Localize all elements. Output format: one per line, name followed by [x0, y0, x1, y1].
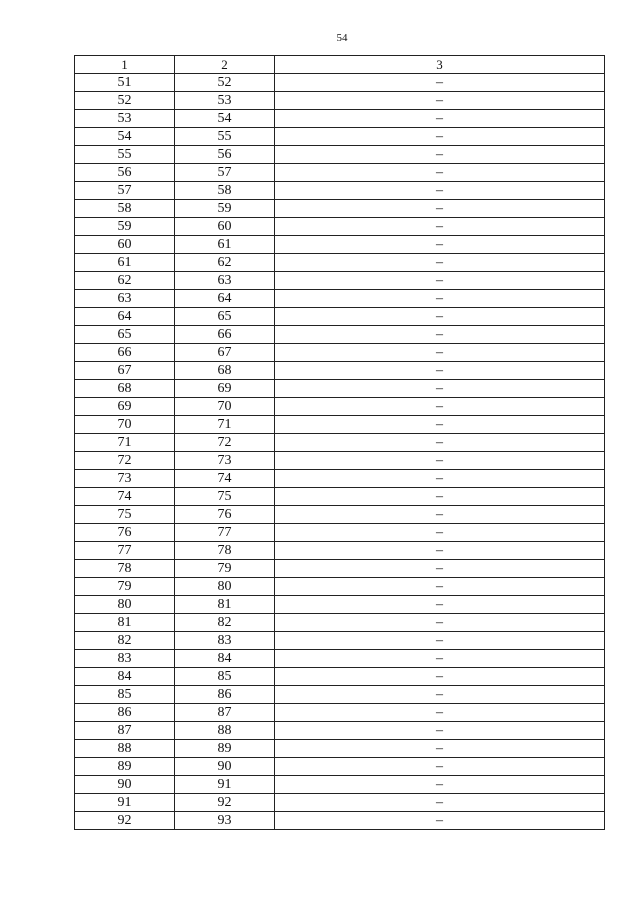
- table-cell-col-3: –: [275, 578, 605, 596]
- table-cell-col-2: 79: [175, 560, 275, 578]
- table-cell-col-3: –: [275, 182, 605, 200]
- table-cell-col-3: –: [275, 650, 605, 668]
- table-cell-col-1: 87: [75, 722, 175, 740]
- table-cell-col-1: 90: [75, 776, 175, 794]
- table-row: [75, 650, 605, 668]
- table-cell-col-3: –: [275, 74, 605, 92]
- table-row: [75, 632, 605, 650]
- table-cell-col-1: 57: [75, 182, 175, 200]
- table-row: [75, 506, 605, 524]
- table-cell-col-1: 51: [75, 74, 175, 92]
- table-cell-col-3: –: [275, 128, 605, 146]
- table-cell-col-2: 67: [175, 344, 275, 362]
- column-header-3: 3: [275, 56, 605, 74]
- table-cell-col-2: 87: [175, 704, 275, 722]
- table-cell-col-3: –: [275, 452, 605, 470]
- table-cell-col-3: –: [275, 308, 605, 326]
- table-cell-col-2: 76: [175, 506, 275, 524]
- table-cell-col-2: 65: [175, 308, 275, 326]
- table-cell-col-3: –: [275, 200, 605, 218]
- table-cell-col-2: 58: [175, 182, 275, 200]
- table-cell-col-3: –: [275, 758, 605, 776]
- table-row: [75, 524, 605, 542]
- table-cell-col-1: 60: [75, 236, 175, 254]
- table-cell-col-1: 66: [75, 344, 175, 362]
- table-cell-col-1: 74: [75, 488, 175, 506]
- table-cell-col-1: 69: [75, 398, 175, 416]
- table-cell-col-3: –: [275, 722, 605, 740]
- table-cell-col-1: 72: [75, 452, 175, 470]
- table-cell-col-1: 53: [75, 110, 175, 128]
- table-cell-col-1: 65: [75, 326, 175, 344]
- table-cell-col-2: 62: [175, 254, 275, 272]
- table-cell-col-3: –: [275, 542, 605, 560]
- table-cell-col-2: 66: [175, 326, 275, 344]
- table-cell-col-3: –: [275, 236, 605, 254]
- table-cell-col-3: –: [275, 524, 605, 542]
- table-cell-col-1: 61: [75, 254, 175, 272]
- table-cell-col-1: 82: [75, 632, 175, 650]
- table-row: [75, 128, 605, 146]
- table-row: [75, 686, 605, 704]
- table-cell-col-2: 91: [175, 776, 275, 794]
- table-cell-col-2: 84: [175, 650, 275, 668]
- table-cell-col-1: 89: [75, 758, 175, 776]
- table-cell-col-3: –: [275, 218, 605, 236]
- table-cell-col-2: 53: [175, 92, 275, 110]
- table-row: [75, 146, 605, 164]
- table-row: [75, 560, 605, 578]
- table-cell-col-2: 81: [175, 596, 275, 614]
- table-cell-col-1: 63: [75, 290, 175, 308]
- table-row: [75, 254, 605, 272]
- table-cell-col-3: –: [275, 668, 605, 686]
- table-row: [75, 452, 605, 470]
- table-cell-col-3: –: [275, 110, 605, 128]
- table-row: [75, 596, 605, 614]
- table-row: [75, 200, 605, 218]
- table-row: [75, 164, 605, 182]
- table-cell-col-2: 63: [175, 272, 275, 290]
- table-row: [75, 668, 605, 686]
- table-cell-col-2: 78: [175, 542, 275, 560]
- table-cell-col-1: 55: [75, 146, 175, 164]
- table-cell-col-2: 64: [175, 290, 275, 308]
- table-cell-col-3: –: [275, 470, 605, 488]
- table-cell-col-2: 54: [175, 110, 275, 128]
- table-cell-col-2: 70: [175, 398, 275, 416]
- table-cell-col-1: 73: [75, 470, 175, 488]
- data-table: [74, 55, 605, 830]
- table-cell-col-2: 93: [175, 812, 275, 830]
- table-cell-col-2: 77: [175, 524, 275, 542]
- table-row: [75, 758, 605, 776]
- column-header-2: 2: [175, 56, 275, 74]
- table-cell-col-3: –: [275, 488, 605, 506]
- table-cell-col-1: 58: [75, 200, 175, 218]
- table-cell-col-1: 76: [75, 524, 175, 542]
- table-cell-col-3: –: [275, 740, 605, 758]
- table-cell-col-2: 73: [175, 452, 275, 470]
- table-row: [75, 434, 605, 452]
- table-row: [75, 776, 605, 794]
- table-cell-col-2: 57: [175, 164, 275, 182]
- table-row: [75, 362, 605, 380]
- table-row: [75, 398, 605, 416]
- table-row: [75, 272, 605, 290]
- table-header-row: [75, 56, 605, 74]
- table-cell-col-3: –: [275, 794, 605, 812]
- table-cell-col-2: 69: [175, 380, 275, 398]
- table-cell-col-3: –: [275, 290, 605, 308]
- table-cell-col-2: 89: [175, 740, 275, 758]
- table-cell-col-3: –: [275, 380, 605, 398]
- table-cell-col-3: –: [275, 272, 605, 290]
- table-cell-col-1: 80: [75, 596, 175, 614]
- table-cell-col-1: 64: [75, 308, 175, 326]
- table-cell-col-1: 70: [75, 416, 175, 434]
- table-cell-col-3: –: [275, 506, 605, 524]
- table-cell-col-1: 71: [75, 434, 175, 452]
- table-cell-col-3: –: [275, 704, 605, 722]
- table-row: [75, 110, 605, 128]
- column-header-1: 1: [75, 56, 175, 74]
- table-cell-col-3: –: [275, 686, 605, 704]
- table-cell-col-3: –: [275, 398, 605, 416]
- table-cell-col-2: 92: [175, 794, 275, 812]
- table-row: [75, 578, 605, 596]
- table-cell-col-1: 79: [75, 578, 175, 596]
- table-row: [75, 290, 605, 308]
- table-row: [75, 308, 605, 326]
- table-cell-col-1: 75: [75, 506, 175, 524]
- table-row: [75, 92, 605, 110]
- table-cell-col-2: 60: [175, 218, 275, 236]
- table-row: [75, 542, 605, 560]
- table-cell-col-1: 68: [75, 380, 175, 398]
- table-cell-col-3: –: [275, 632, 605, 650]
- table-cell-col-1: 92: [75, 812, 175, 830]
- table-cell-col-1: 84: [75, 668, 175, 686]
- table-row: [75, 326, 605, 344]
- table-cell-col-3: –: [275, 434, 605, 452]
- table-row: [75, 344, 605, 362]
- table-cell-col-3: –: [275, 326, 605, 344]
- table-body: [75, 74, 605, 830]
- table-cell-col-1: 83: [75, 650, 175, 668]
- table-cell-col-1: 56: [75, 164, 175, 182]
- table-cell-col-2: 72: [175, 434, 275, 452]
- table-cell-col-3: –: [275, 164, 605, 182]
- table-cell-col-2: 74: [175, 470, 275, 488]
- table-row: [75, 488, 605, 506]
- table-cell-col-1: 85: [75, 686, 175, 704]
- table-cell-col-1: 88: [75, 740, 175, 758]
- table-row: [75, 812, 605, 830]
- table-row: [75, 74, 605, 92]
- table-cell-col-3: –: [275, 254, 605, 272]
- table-row: [75, 236, 605, 254]
- table-cell-col-3: –: [275, 776, 605, 794]
- table-row: [75, 722, 605, 740]
- table-row: [75, 470, 605, 488]
- table-cell-col-2: 85: [175, 668, 275, 686]
- table-cell-col-2: 88: [175, 722, 275, 740]
- table-cell-col-1: 78: [75, 560, 175, 578]
- table-row: [75, 380, 605, 398]
- table-cell-col-1: 67: [75, 362, 175, 380]
- table-cell-col-3: –: [275, 362, 605, 380]
- table-cell-col-1: 77: [75, 542, 175, 560]
- table-cell-col-1: 59: [75, 218, 175, 236]
- table-row: [75, 704, 605, 722]
- table-cell-col-2: 52: [175, 74, 275, 92]
- table-cell-col-3: –: [275, 596, 605, 614]
- table-cell-col-1: 52: [75, 92, 175, 110]
- table-cell-col-2: 82: [175, 614, 275, 632]
- table-row: [75, 794, 605, 812]
- table-cell-col-3: –: [275, 560, 605, 578]
- table-cell-col-2: 71: [175, 416, 275, 434]
- table-cell-col-1: 81: [75, 614, 175, 632]
- table-cell-col-2: 75: [175, 488, 275, 506]
- table-cell-col-3: –: [275, 146, 605, 164]
- table-cell-col-1: 62: [75, 272, 175, 290]
- table-row: [75, 614, 605, 632]
- table-row: [75, 218, 605, 236]
- table-cell-col-2: 80: [175, 578, 275, 596]
- table-cell-col-1: 54: [75, 128, 175, 146]
- table-cell-col-3: –: [275, 344, 605, 362]
- table-cell-col-3: –: [275, 416, 605, 434]
- table-row: [75, 182, 605, 200]
- table-cell-col-1: 91: [75, 794, 175, 812]
- table-cell-col-2: 68: [175, 362, 275, 380]
- table-cell-col-2: 59: [175, 200, 275, 218]
- table-cell-col-3: –: [275, 92, 605, 110]
- table-row: [75, 740, 605, 758]
- table-cell-col-3: –: [275, 812, 605, 830]
- page-number: 54: [336, 32, 348, 44]
- table-cell-col-2: 56: [175, 146, 275, 164]
- table-cell-col-1: 86: [75, 704, 175, 722]
- table-cell-col-2: 83: [175, 632, 275, 650]
- table-cell-col-2: 86: [175, 686, 275, 704]
- table-cell-col-3: –: [275, 614, 605, 632]
- table-row: [75, 416, 605, 434]
- table-cell-col-2: 90: [175, 758, 275, 776]
- table-cell-col-2: 55: [175, 128, 275, 146]
- table-cell-col-2: 61: [175, 236, 275, 254]
